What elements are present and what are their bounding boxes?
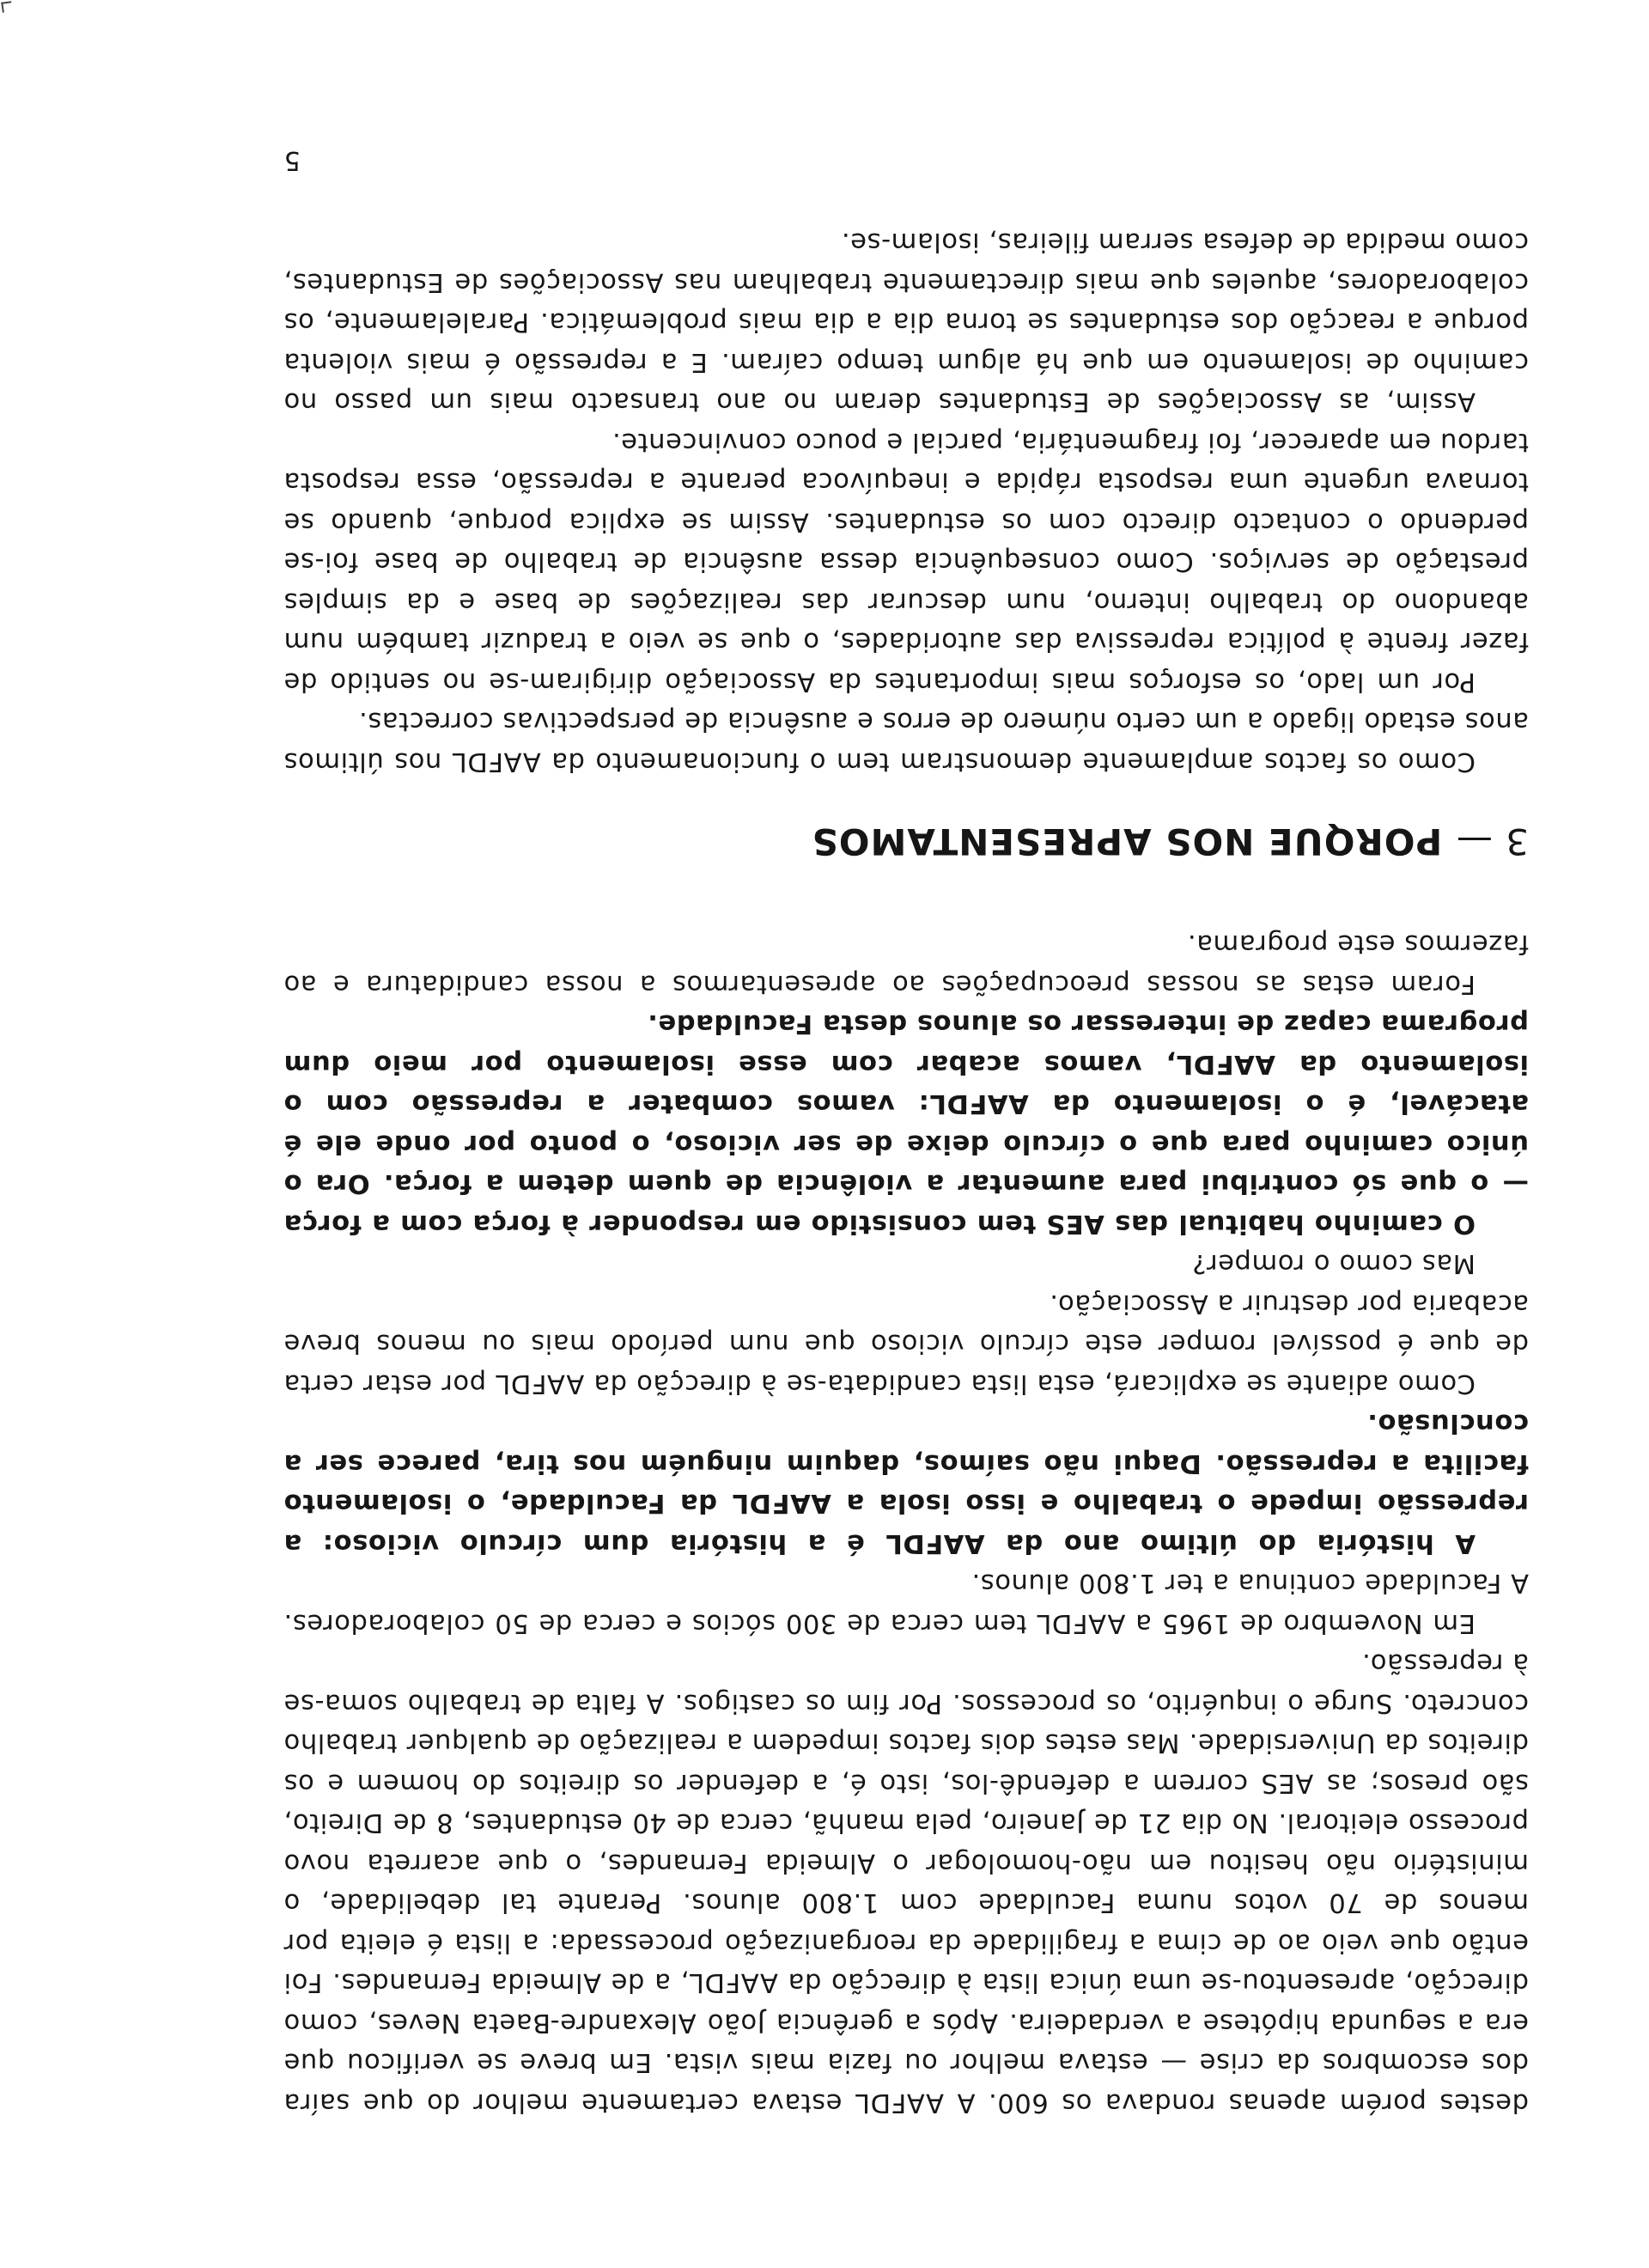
paragraph-1: destes porém apenas rondava os 600. A AAFDL estava certamente melhor do que saíra dos escombros da crise — estava melhor ou fazia mais vista. Em breve se verificou que era a segunda hipótese a verdadeira. Após a gerência João Alexandre-Baeta Neves, como direcção, apresentou-se uma única lista à direcção da AAFDL, a de Almeida Fernandes. Foi então que veio ao de cima a fragilidade da reorganização processada: a lista é eleita por menos de 70 votos numa Faculdade com 1.800 alunos. Perante tal debelidade, o ministério não hesitou em não-homologar o Almeida Fernandes, o que acarreta novo processo eleitoral. No dia 21 de Janeiro, pela manhã, cerca de 40 estudantes, 8 de Direito, são presos; as AES correm a defendê-los, isto é, a defender os direitos do homem e os direitos da Universidade. Mas estes dois factos impedem a realização de qualquer trabalho concreto. Surge o inquérito, os processos. Por fim os castigos. A falta de trabalho soma-se à repressão. [283,1648,1529,2118]
page-number: 5 [283,145,301,175]
paragraph-7: Foram estas as nossas preocupações ao apresentarmos a nossa candidatura e ao fazermos este programa. [283,929,1529,999]
paragraph-9: Por um lado, os esforços mais importantes da Associação dirigiram-se no sentido de fazer frente à política repressiva das autoridades, o que se veio a traduzir também num abandono do trabalho interno, num descurar das realizações de base e da simples prestação de serviços. Como consequência dessa ausência de trabalho de base foi-se perdendo o contacto directo com os estudantes. Assim se explica porque, quando se tornava urgente uma resposta rápida e inequívoca perante a repressão, essa resposta tardou em aparecer, foi fragmentária, parcial e pouco convincente. [283,427,1529,697]
paragraph-4: Como adiante se explicará, esta lista candidata-se à direcção da AAFDL por estar certa de que é possível romper este círculo vicioso que num período mais ou menos breve acabaria por destruir a Associação. [283,1289,1529,1399]
paragraph-3-bold: A história do último ano da AAFDL é a história dum círculo vicioso: a repressão impede o trabalho e isso isola a AAFDL da Faculdade, o isolamento facilita a repressão. Daqui não saímos, daquim ninguém nos tira, parece ser a conclusão. [283,1408,1529,1558]
paragraph-6-bold: O caminho habitual das AES tem consistido em responder à força com a força — o que só contribui para aumentar a violência de quem detem a força. Ora o único caminho para que o círculo deixe de ser vicioso, o ponto por onde ele é atacável, é o isolamento da AAFDL: vamos combater a repressão com o isolamento da AAFDL, vamos acabar com esse isolamento por meio dum programa capaz de interessar os alunos desta Faculdade. [283,1009,1529,1239]
corner-mark [1,1,13,13]
document-page [283,146,1529,2122]
section-heading [283,819,1529,863]
paragraph-8: Como os factos amplamente demonstram tem o funcionamento da AAFDL nos últimos anos estado ligado a um certo número de erros e ausência de perspectivas correctas. [283,706,1529,777]
paragraph-2: Em Novembro de 1965 a AAFDL tem cerca de 300 sócios e cerca de 50 colaboradores. A Faculdade continua a ter 1.800 alunos. [283,1568,1529,1638]
section-number: 3 — [1455,820,1529,863]
paragraph-5: Mas como o romper? [1191,1248,1476,1279]
paragraph-10: Assim, as Associações de Estudantes deram no ano transacto mais um passo no caminho de isolamento em que há algum tempo caíram. E a repressão é mais violenta porque a reacção dos estudantes se torna dia a dia mais problemática. Paralelamente, os colaboradores, aqueles que mais directamente trabalham nas Associações de Estudantes, como medida de defesa serram fileiras, isolam-se. [283,227,1529,418]
section-title: PORQUE NOS APRESENTAMOS [811,820,1443,863]
